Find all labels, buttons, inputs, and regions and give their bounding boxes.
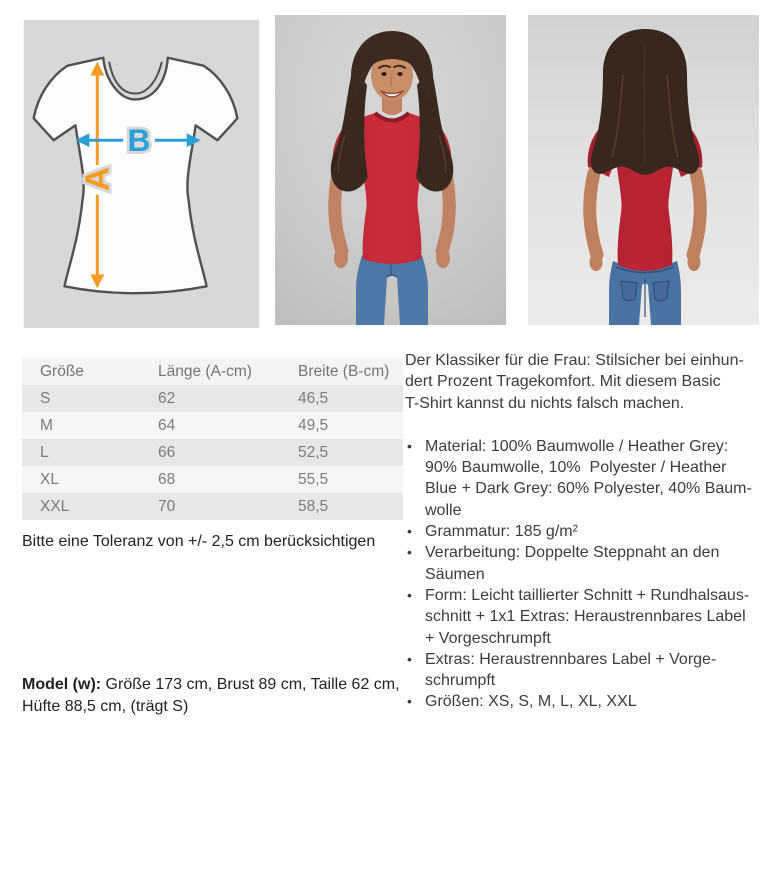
size-table-cell: 52,5 [298,443,329,461]
size-table-row [22,439,403,466]
product-bullet-item: • Größen: XS, S, M, L, XL, XXL [405,691,777,712]
size-table-row [22,466,403,493]
size-table-cell: XL [40,470,59,488]
size-table-cell: 62 [158,389,176,407]
model-front-illustration [275,15,506,325]
model-back-illustration [528,15,759,325]
product-description [405,350,777,713]
model-front-photo [275,15,506,325]
model-info-text: Größe 173 cm, Brust 89 cm, Taille 62 cm, Hüfte 88,5 cm, (trägt S) [22,676,400,715]
product-bullet-item: • Verarbeitung: Doppelte Steppnaht an den Säumen [405,542,777,585]
product-bullet-item: • Extras: Heraustrennbares Label + Vorge- schrumpft [405,649,777,692]
size-table-cell: 46,5 [298,389,329,407]
model-info [22,674,402,718]
size-table-row [22,412,403,439]
size-diagram-image [23,20,260,328]
product-bullet-item: • Form: Leicht taillierter Schnitt + Rundhalsaus- schnitt + 1x1 Extras: Heraustrennbares Label + Vorgeschrumpft [405,585,777,649]
size-table-cell: 58,5 [298,497,329,515]
size-table-cell: 55,5 [298,470,329,488]
size-table-cell: 66 [158,443,176,461]
product-bullet-list [405,436,777,713]
size-table-head [22,358,403,385]
model-back-photo [528,15,759,325]
tolerance-note: Bitte eine Toleranz von +/- 2,5 cm berücksichtigen [22,533,376,550]
size-table-cell: 64 [158,416,176,434]
length-label-a: A [78,166,117,192]
size-table-cell: 70 [158,497,176,515]
tshirt-measurement-diagram [23,20,260,328]
intro-line: dert Prozent Tragekomfort. Mit diesem Basic [405,373,721,391]
width-label-b: B [127,122,151,159]
size-table-body [22,385,403,520]
intro-line: Der Klassiker für die Frau: Stilsicher bei einhun- [405,352,744,369]
size-table-column-header: Länge (A-cm) [158,362,252,380]
size-table-header-row [22,358,403,385]
product-bullet-item: • Material: 100% Baumwolle / Heather Grey: 90% Baumwolle, 10% Polyester / Heather Blue + Dark Grey: 60% Polyester, 40% Baum- wolle [405,436,777,521]
size-table [22,358,403,520]
size-table-cell: S [40,389,51,407]
size-table-cell: 49,5 [298,416,329,434]
size-table-row [22,385,403,412]
size-table-cell: M [40,416,53,434]
intro-line: T-Shirt kannst du nichts falsch machen. [405,394,685,412]
size-table-cell: 68 [158,470,176,488]
size-table-cell: XXL [40,497,70,515]
size-table-row [22,493,403,520]
product-bullet-item: • Grammatur: 185 g/m² [405,521,777,542]
model-info-label: Model (w): [22,676,102,693]
size-table-column-header: Breite (B-cm) [298,362,390,380]
size-table-column-header: Größe [40,362,84,380]
size-table-cell: L [40,443,49,461]
description-intro [405,350,777,414]
